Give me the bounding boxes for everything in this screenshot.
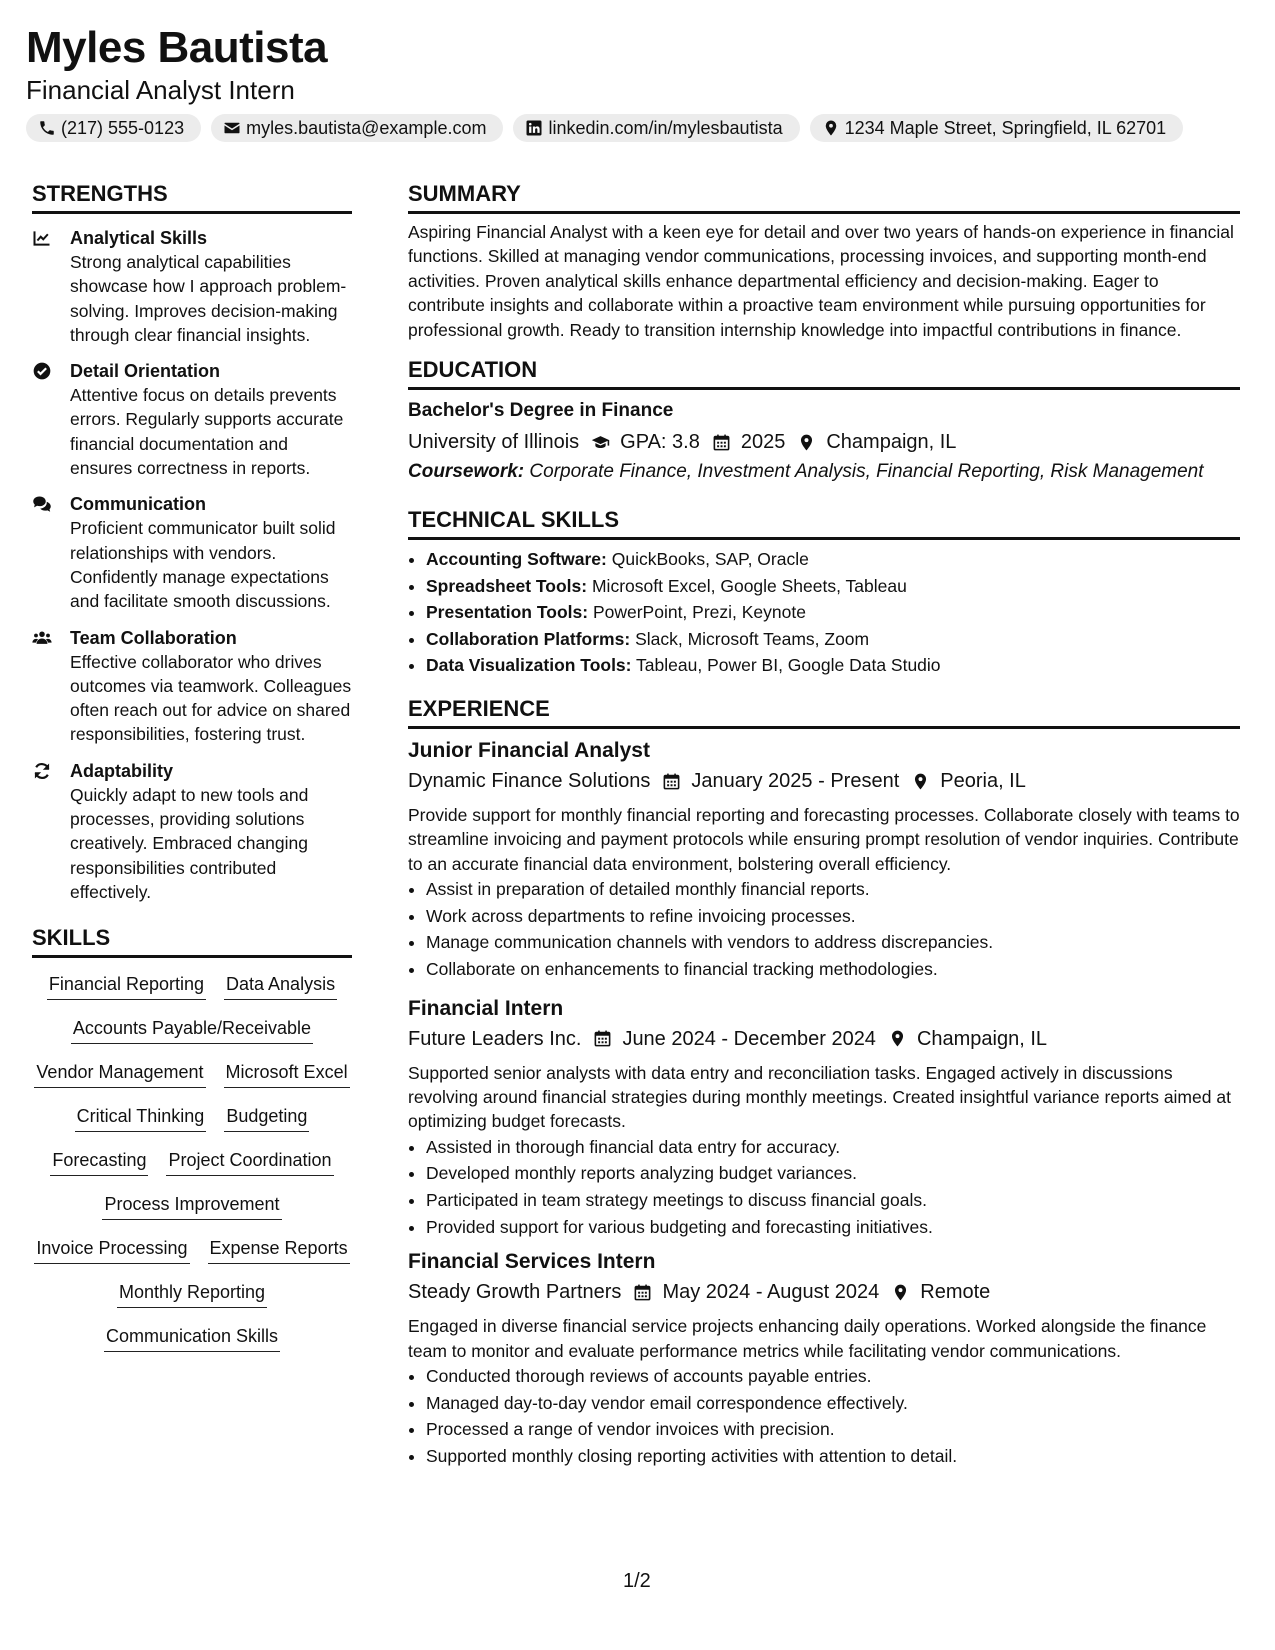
- left-column: [32, 180, 352, 1352]
- calendar-icon: [633, 1283, 652, 1302]
- job-meta: [408, 1025, 1240, 1053]
- skill-tag: Data Analysis: [224, 972, 337, 1000]
- skills-heading: SKILLS: [32, 924, 352, 958]
- strength-desc: Strong analytical capabilities showcase how I approach problem-solving. Improves decision-making through clear financial insights.: [70, 252, 347, 345]
- list-item: [426, 626, 1240, 653]
- job-title: Junior Financial Analyst: [408, 739, 650, 762]
- job-bullets: [408, 1363, 1240, 1469]
- experience-heading: EXPERIENCE: [408, 695, 1240, 729]
- list-item: • Assist in preparation of detailed monthly financial reports.: [426, 876, 1240, 903]
- skill-tag: Financial Reporting: [47, 972, 206, 1000]
- skill-tag: Accounts Payable/Receivable: [71, 1016, 313, 1044]
- contact-linkedin[interactable]: [513, 114, 799, 142]
- candidate-role: Financial Analyst Intern: [26, 75, 295, 105]
- tech-skill-value: Microsoft Excel, Google Sheets, Tableau: [591, 575, 907, 596]
- strength-desc: Proficient communicator built solid relationships with vendors. Confidently manage expectations and facilitate smooth discussions.: [70, 518, 336, 612]
- job-location: Champaign, IL: [916, 1027, 1048, 1050]
- job-description: Provide support for monthly financial reporting and forecasting processes. Collaborate closely with teams to streamline invoicing and payment protocols while ensuring prompt resolution of vendor inquiries. Contribute to an accurate financial data environment, bolstering overall efficiency.: [408, 805, 1240, 874]
- tech-skill-value: Slack, Microsoft Teams, Zoom: [635, 628, 870, 649]
- strength-item: [32, 226, 352, 347]
- skill-tag: Invoice Processing: [34, 1236, 189, 1264]
- education-heading: EDUCATION: [408, 356, 1240, 390]
- list-item: • Processed a range of vendor invoices with precision.: [426, 1416, 1240, 1443]
- job-bullets: [408, 1134, 1240, 1240]
- job-bullets: [408, 876, 1240, 982]
- education-location: Champaign, IL: [826, 431, 957, 454]
- job-meta: [408, 767, 1240, 795]
- right-column: [408, 180, 1240, 1469]
- candidate-name: Myles Bautista: [26, 23, 328, 72]
- tech-skill-value: Tableau, Power BI, Google Data Studio: [636, 655, 941, 676]
- skill-tag: Monthly Reporting: [117, 1280, 267, 1308]
- job-meta: [408, 1278, 1240, 1306]
- job-dates: May 2024 - August 2024: [662, 1281, 880, 1304]
- contact-email-text: myles.bautista@example.com: [246, 117, 487, 138]
- skill-tag: Project Coordination: [166, 1148, 333, 1176]
- contact-phone[interactable]: [26, 114, 201, 142]
- skill-tag: Budgeting: [224, 1104, 309, 1132]
- list-item: • Developed monthly reports analyzing budget variances.: [426, 1160, 1240, 1187]
- envelope-icon: [223, 119, 241, 137]
- list-item: • Supported monthly closing reporting activities with attention to detail.: [426, 1443, 1240, 1470]
- list-item: • Conducted thorough reviews of accounts payable entries.: [426, 1363, 1240, 1390]
- contact-address: [810, 114, 1184, 142]
- list-item: [426, 546, 1240, 573]
- job-location: Remote: [920, 1281, 991, 1304]
- job-title: Financial Intern: [408, 996, 564, 1020]
- skill-tag: Microsoft Excel: [224, 1060, 350, 1088]
- strength-desc: Effective collaborator who drives outcomes via teamwork. Colleagues often reach out for advice on shared responsibilities, fostering trust.: [70, 651, 352, 745]
- tech-skill-label: Data Visualization Tools:: [426, 655, 632, 676]
- summary-text: Aspiring Financial Analyst with a keen eye for detail and over two years of hands-on experience in financial functions. Skilled at managing vendor communications, processing invoices, and supporting month-end activities. Proven analytical skills enhance departmental efficiency and decision-making. Eager to contribute insights and collaborate within a proactive team environment while pursuing opportunities for professional growth. Ready to transition internship knowledge into impactful contributions in finance.: [408, 222, 1234, 340]
- list-item: • Work across departments to refine invoicing processes.: [426, 903, 1240, 930]
- tech-skill-label: Presentation Tools:: [426, 602, 589, 623]
- graduation-cap-icon: [591, 433, 610, 452]
- calendar-icon: [662, 772, 681, 791]
- calendar-icon: [593, 1029, 612, 1048]
- list-item: [426, 573, 1240, 600]
- list-item: • Collaborate on enhancements to financial tracking methodologies.: [426, 956, 1240, 983]
- skill-tag: Expense Reports: [208, 1236, 350, 1264]
- tech-skill-label: Accounting Software:: [426, 549, 607, 570]
- strength-title: Communication: [70, 494, 207, 515]
- technical-skills-list: [408, 546, 1240, 679]
- phone-icon: [38, 119, 56, 137]
- list-item: • Participated in team strategy meetings to discuss financial goals.: [426, 1187, 1240, 1214]
- list-item: • Provided support for various budgeting and forecasting initiatives.: [426, 1214, 1240, 1241]
- contact-bar: [26, 114, 1183, 142]
- summary-heading: SUMMARY: [408, 180, 1240, 214]
- coursework-label: Coursework:: [408, 461, 525, 483]
- skill-tag: Critical Thinking: [75, 1104, 207, 1132]
- education-degree: Bachelor's Degree in Finance: [408, 400, 674, 422]
- strength-item: [32, 359, 352, 480]
- job-entry: [408, 1248, 1240, 1469]
- linkedin-icon: [525, 119, 543, 137]
- strength-title: Detail Orientation: [70, 361, 221, 382]
- skill-tag: Communication Skills: [104, 1324, 280, 1352]
- education-school: University of Illinois: [408, 431, 580, 454]
- job-entry: [408, 737, 1240, 983]
- strengths-list: [32, 226, 352, 904]
- calendar-icon: [712, 433, 731, 452]
- job-entry: [408, 995, 1240, 1241]
- map-pin-icon: [891, 1283, 910, 1302]
- job-dates: January 2025 - Present: [691, 770, 900, 792]
- list-item: [426, 652, 1240, 679]
- skill-tag: Process Improvement: [102, 1192, 281, 1220]
- map-pin-icon: [911, 772, 930, 791]
- map-pin-icon: [822, 119, 840, 137]
- tech-skill-label: Collaboration Platforms:: [426, 628, 631, 649]
- job-description: Engaged in diverse financial service projects enhancing daily operations. Worked alongside the finance team to monitor and evaluate performance metrics while facilitating vendor communications.: [408, 1316, 1207, 1361]
- comments-icon: [32, 494, 52, 514]
- job-title: Financial Services Intern: [408, 1250, 656, 1274]
- strength-desc: Attentive focus on details prevents errors. Regularly supports accurate financial documentation and ensures correctness in reports.: [70, 385, 344, 479]
- job-company: Dynamic Finance Solutions: [408, 770, 651, 792]
- job-description: Supported senior analysts with data entry and reconciliation tasks. Engaged actively in discussions revolving around financial strategies during monthly meetings. Created insightful variance reports aimed at optimizing budget forecasts.: [408, 1062, 1231, 1132]
- contact-address-text: 1234 Maple Street, Springfield, IL 62701: [844, 117, 1167, 138]
- skill-tag: Forecasting: [50, 1148, 148, 1176]
- job-company: Steady Growth Partners: [408, 1281, 622, 1304]
- page-number: 1/2: [623, 1570, 651, 1592]
- users-icon: [32, 628, 52, 648]
- tech-skill-label: Spreadsheet Tools:: [426, 575, 588, 596]
- technical-skills-heading: TECHNICAL SKILLS: [408, 506, 1240, 540]
- education-coursework: [408, 460, 1240, 484]
- map-pin-icon: [888, 1029, 907, 1048]
- job-location: Peoria, IL: [940, 770, 1026, 792]
- education-gpa: GPA: 3.8: [620, 431, 700, 454]
- job-dates: June 2024 - December 2024: [622, 1027, 876, 1050]
- strengths-heading: STRENGTHS: [32, 180, 352, 214]
- tech-skill-value: QuickBooks, SAP, Oracle: [611, 549, 809, 570]
- coursework-list: Corporate Finance, Investment Analysis, Financial Reporting, Risk Management: [529, 461, 1204, 483]
- strength-desc: Quickly adapt to new tools and processes, providing solutions creatively. Embraced changing responsibilities contributed effectively.: [70, 784, 309, 902]
- list-item: • Managed day-to-day vendor email correspondence effectively.: [426, 1390, 1240, 1417]
- education-meta: [408, 428, 1240, 456]
- strength-item: [32, 759, 352, 904]
- sync-icon: [32, 761, 52, 781]
- strength-title: Analytical Skills: [70, 228, 208, 248]
- chart-line-icon: [32, 228, 52, 248]
- contact-phone-text: (217) 555-0123: [61, 117, 185, 138]
- job-company: Future Leaders Inc.: [408, 1027, 582, 1050]
- skills-list: [32, 972, 352, 1352]
- strength-item: [32, 626, 352, 747]
- contact-linkedin-text: linkedin.com/in/mylesbautista: [548, 117, 783, 138]
- list-item: [426, 599, 1240, 626]
- skill-tag: Vendor Management: [34, 1060, 205, 1088]
- strength-title: Adaptability: [70, 760, 174, 781]
- list-item: • Assisted in thorough financial data entry for accuracy.: [426, 1134, 1240, 1161]
- map-pin-icon: [797, 433, 816, 452]
- education-year: 2025: [740, 431, 786, 454]
- tech-skill-value: PowerPoint, Prezi, Keynote: [592, 602, 806, 623]
- strength-title: Team Collaboration: [70, 627, 237, 648]
- strength-item: [32, 492, 352, 613]
- list-item: • Manage communication channels with vendors to address discrepancies.: [426, 929, 1240, 956]
- contact-email[interactable]: [211, 114, 503, 142]
- check-circle-icon: [32, 361, 52, 381]
